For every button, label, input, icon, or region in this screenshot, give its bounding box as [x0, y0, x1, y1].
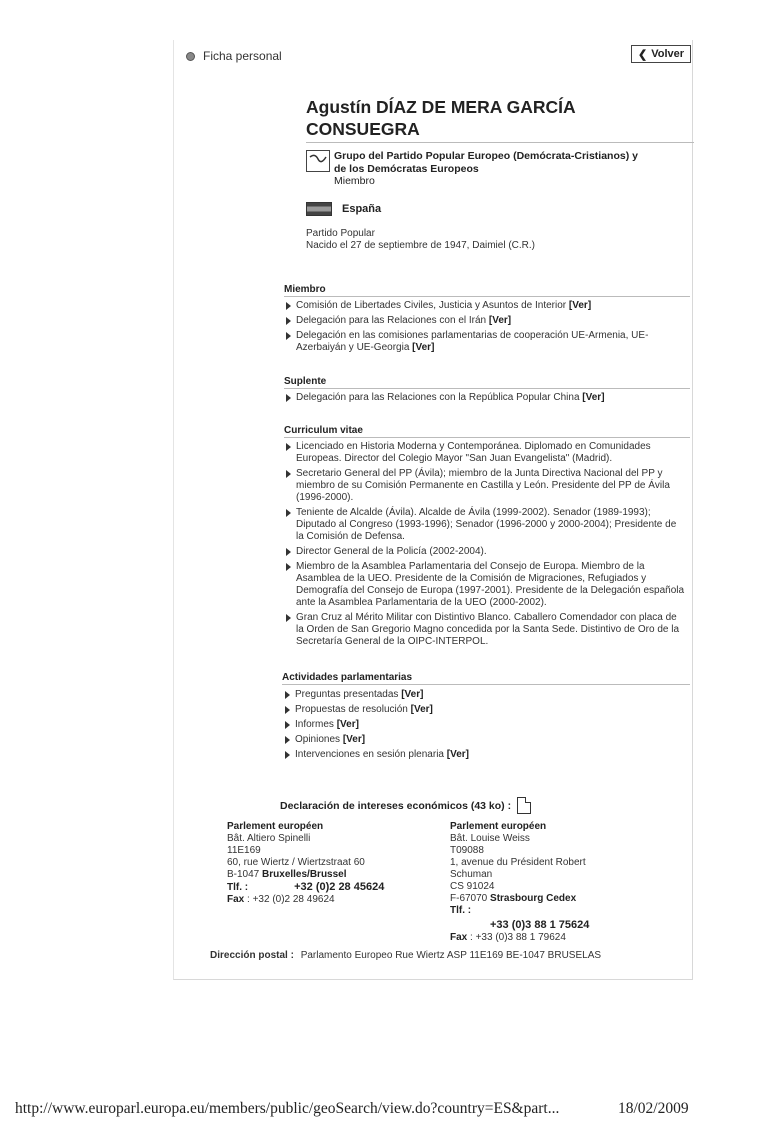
postcode: F-67070	[450, 893, 488, 904]
list-item: Miembro de la Asamblea Parlamentaria del Consejo de Europa. Miembro de la Asamblea de la UEO. Presidente de la Comisión de Migraciones, Refugiados y Demografía del Consejo de Europa (1997-2001). Presidente de la Delegación española ante la Asamblea Parlamentaria de la UEO (2000-2002).	[286, 561, 686, 609]
declaration	[280, 797, 531, 814]
ver-link[interactable]: [Ver]	[410, 704, 433, 715]
postal-value: Parlamento Europeo Rue Wiertz ASP 11E169 BE-1047 BRUSELAS	[300, 950, 602, 961]
tel: +32 (0)2 28 45624	[294, 881, 385, 893]
fax: : +32 (0)2 28 49624	[247, 894, 335, 905]
list-item: Delegación para las Relaciones con la República Popular China [Ver]	[286, 392, 686, 404]
miembro-list	[286, 300, 686, 357]
name-line-2: CONSUEGRA	[306, 119, 420, 139]
fax-label: Fax	[450, 932, 468, 943]
list-item: Delegación para las Relaciones con el Irán [Ver]	[286, 315, 686, 327]
country-name: España	[342, 203, 382, 215]
pdf-icon[interactable]	[517, 797, 531, 814]
list-item: Propuestas de resolución [Ver]	[285, 704, 685, 716]
list-item: Comisión de Libertades Civiles, Justicia y Asuntos de Interior [Ver]	[286, 300, 686, 312]
bio	[306, 228, 535, 252]
divider	[306, 142, 694, 143]
list-item: Director General de la Policía (2002-2004).	[286, 546, 686, 558]
tel-label: Tlf. :	[227, 882, 249, 893]
postcode: B-1047	[227, 869, 260, 880]
list-item: Gran Cruz al Mérito Militar con Distintivo Blanco. Caballero Comendador con placa de la Orden de San Gregorio Magno concedida por la Santa Sede. Distintivo de Oro de la Secretaría General de la OIPC-INTERPOL.	[286, 612, 686, 648]
back-button[interactable]	[631, 45, 691, 63]
group-role: Miembro	[334, 175, 375, 187]
divider	[284, 296, 690, 297]
ver-link[interactable]: [Ver]	[342, 734, 366, 745]
cv-list	[286, 441, 686, 651]
flag-icon	[306, 202, 332, 216]
section-miembro-title: Miembro	[284, 284, 326, 295]
tel-label: Tlf. :	[450, 905, 472, 916]
political-group	[306, 150, 686, 188]
group-name-1: Grupo del Partido Popular Europeo (Demócrata-Cristianos) y	[334, 150, 638, 162]
list-item: Delegación en las comisiones parlamentarias de cooperación UE-Armenia, UE-Azerbaiyán y UE-Georgia [Ver]	[286, 330, 686, 354]
ver-link[interactable]: [Ver]	[412, 342, 435, 353]
name-line-1: Agustín DÍAZ DE MERA GARCÍA	[306, 97, 576, 117]
party: Partido Popular	[306, 228, 375, 239]
ver-link[interactable]: [Ver]	[336, 719, 359, 730]
country	[306, 202, 381, 216]
footer-url: http://www.europarl.europa.eu/members/public/geoSearch/view.do?country=ES&part...	[15, 1100, 560, 1117]
city: Bruxelles/Brussel	[262, 869, 347, 880]
divider	[284, 437, 690, 438]
org: Parlement européen	[450, 821, 547, 832]
section-suplente-title: Suplente	[284, 376, 327, 387]
cs: CS 91024	[450, 881, 495, 892]
actividades-list	[285, 689, 685, 764]
footer-date: 18/02/2009	[618, 1100, 689, 1117]
declaration-text: Declaración de intereses económicos (43 ko) :	[280, 799, 512, 812]
org: Parlement européen	[227, 821, 324, 832]
suplente-list	[286, 392, 686, 407]
section-cv-title: Curriculum vitae	[284, 425, 363, 436]
member-name	[306, 96, 666, 140]
birth-info: Nacido el 27 de septiembre de 1947, Daimiel (C.R.)	[306, 240, 535, 251]
circle-bullet-icon	[186, 52, 195, 61]
ver-link[interactable]: [Ver]	[401, 689, 424, 700]
street: 60, rue Wiertz / Wiertzstraat 60	[227, 857, 365, 868]
back-label: Volver	[651, 48, 685, 60]
fax-label: Fax	[227, 894, 245, 905]
group-name-2: de los Demócratas Europeos	[334, 162, 479, 175]
postal-address	[210, 950, 601, 961]
office: 11E169	[227, 845, 261, 856]
ver-link[interactable]: [Ver]	[446, 749, 469, 760]
divider	[282, 684, 690, 685]
city: Strasbourg Cedex	[490, 893, 577, 904]
group-logo-icon	[306, 150, 330, 172]
ver-link[interactable]: [Ver]	[568, 300, 592, 311]
ver-link[interactable]: [Ver]	[582, 392, 605, 403]
list-item: Informes [Ver]	[285, 719, 685, 731]
chevron-left-icon: ❮	[637, 48, 648, 61]
list-item: Preguntas presentadas [Ver]	[285, 689, 685, 701]
postal-label: Dirección postal :	[210, 950, 294, 961]
ver-link[interactable]: [Ver]	[488, 315, 512, 326]
address-brussels	[227, 821, 427, 906]
building: Bât. Altiero Spinelli	[227, 833, 311, 844]
list-item: Teniente de Alcalde (Ávila). Alcalde de Ávila (1999-2002). Senador (1989-1993); Diputado al Congreso (1993-1996); Senador (1996-2000 y 2000-2004); Presidente de la Comisión de Defensa.	[286, 507, 686, 543]
list-item: Secretario General del PP (Ávila); miembro de la Junta Directiva Nacional del PP y miembro de su Comisión Permanente en Castilla y León. Presidente del PP de Ávila (1996-2000).	[286, 468, 686, 504]
list-item: Intervenciones en sesión plenaria [Ver]	[285, 749, 685, 761]
list-item: Opiniones [Ver]	[285, 734, 685, 746]
street: 1, avenue du Président Robert	[450, 857, 586, 868]
building: Bât. Louise Weiss	[450, 833, 530, 844]
list-item: Licenciado en Historia Moderna y Contemporánea. Diplomado en Comunidades Europeas. Director del Colegio Mayor "San Juan Evangelista" (Madrid).	[286, 441, 686, 465]
office: T09088	[450, 845, 484, 856]
fax: : +33 (0)3 88 1 79624	[470, 932, 566, 943]
ficha-personal-header	[186, 49, 282, 63]
header-label: Ficha personal	[203, 49, 282, 63]
address-strasbourg	[450, 821, 650, 944]
section-actividades-title: Actividades parlamentarias	[282, 672, 413, 683]
tel: +33 (0)3 88 1 75624	[490, 919, 590, 931]
street: Schuman	[450, 869, 493, 880]
divider	[284, 388, 690, 389]
